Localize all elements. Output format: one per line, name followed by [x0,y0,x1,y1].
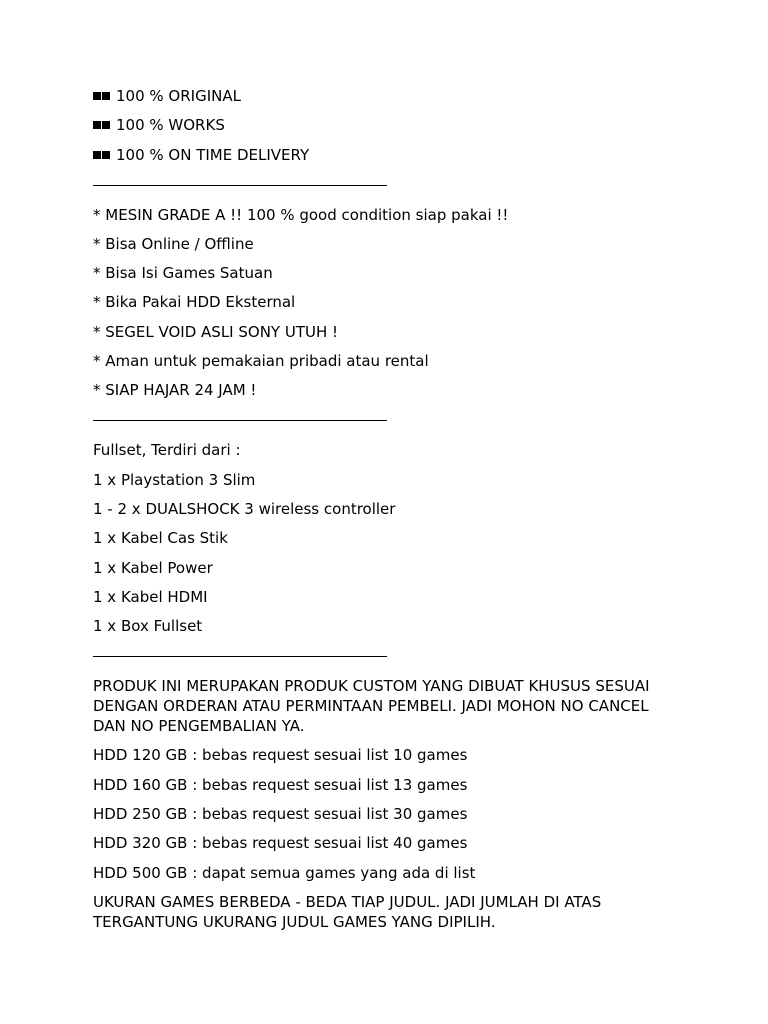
fullset-item: 1 x Kabel Cas Stik [93,529,228,548]
fullset-item: 1 x Kabel Power [93,558,213,577]
square-bullet-icon [93,116,111,134]
fullset-heading: Fullset, Terdiri dari : [93,441,241,460]
divider [93,656,387,657]
square-bullet-icon [93,87,111,105]
fullset-item: 1 x Box Fullset [93,617,203,636]
header-item: 100 % ORIGINAL [93,86,693,106]
feature-item: * Bika Pakai HDD Eksternal [93,293,296,312]
feature-item: * Bisa Online / Offline [93,234,254,253]
divider [93,420,387,421]
hdd-option: HDD 120 GB : bebas request sesuai list 10 games [93,746,468,765]
header-item: 100 % ON TIME DELIVERY [93,145,693,165]
fullset-item: 1 x Playstation 3 Slim [93,470,256,489]
feature-item: * SEGEL VOID ASLI SONY UTUH ! [93,322,339,341]
custom-order-notice: PRODUK INI MERUPAKAN PRODUK CUSTOM YANG DIBUAT KHUSUS SESUAI DENGAN ORDERAN ATAU PERMINTAAN PEMBELI. JADI MOHON NO CANCEL DAN NO PENGEMBALIAN YA. [93,677,650,736]
hdd-option: HDD 250 GB : bebas request sesuai list 30 games [93,805,468,824]
feature-item: * SIAP HAJAR 24 JAM ! [93,381,257,400]
header-item: 100 % WORKS [93,115,693,135]
fullset-item: 1 - 2 x DUALSHOCK 3 wireless controller [93,499,396,518]
footer-note: UKURAN GAMES BERBEDA - BEDA TIAP JUDUL. JADI JUMLAH DI ATAS TERGANTUNG UKURANG JUDUL GAMES YANG DIPILIH. [93,892,602,931]
divider [93,185,387,186]
hdd-option: HDD 320 GB : bebas request sesuai list 40 games [93,834,468,853]
feature-item: * Aman untuk pemakaian pribadi atau rental [93,352,429,371]
feature-item: * Bisa Isi Games Satuan [93,264,273,283]
fullset-item: 1 x Kabel HDMI [93,587,208,606]
document-page [93,86,693,941]
square-bullet-icon [93,146,111,164]
feature-item: * MESIN GRADE A !! 100 % good condition siap pakai !! [93,205,509,224]
hdd-option: HDD 500 GB : dapat semua games yang ada di list [93,863,476,882]
hdd-option: HDD 160 GB : bebas request sesuai list 13 games [93,775,468,794]
